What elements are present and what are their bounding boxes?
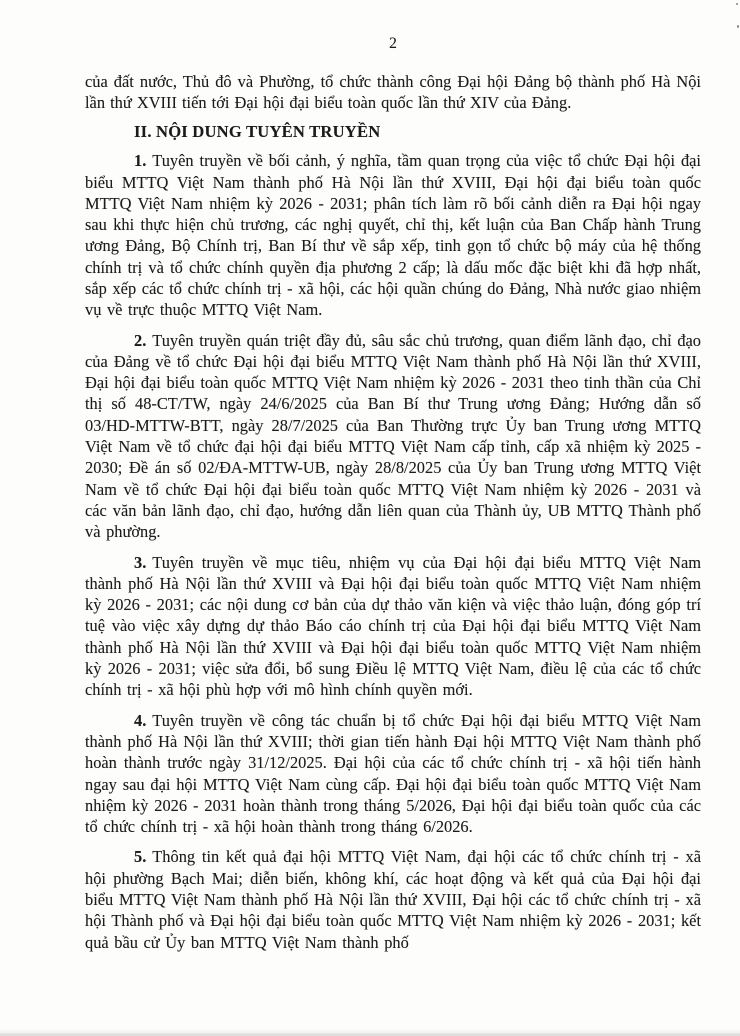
paragraph-3 xyxy=(85,552,701,701)
paragraph-1-text: Tuyên truyền về bối cảnh, ý nghĩa, tầm quan trọng của việc tổ chức Đại hội đại biểu MTTQ Việt Nam thành phố Hà Nội lần thứ XVIII, Đại hội đại biểu toàn quốc MTTQ Việt Nam nhiệm kỳ 2026 - 2031; phân tích làm rõ bối cảnh diễn ra Đại hội ngay sau khi thực hiện chủ trương, các nghị quyết, chỉ thị, kết luận của Ban Chấp hành Trung ương Đảng, Bộ Chính trị, Ban Bí thư về sắp xếp, tinh gọn tổ chức bộ máy của hệ thống chính trị và tổ chức chính quyền địa phương 2 cấp; là dấu mốc đặc biệt khi đã hợp nhất, sắp xếp các tổ chức chính trị - xã hội, các hội quần chúng do Đảng, Nhà nước giao nhiệm vụ về trực thuộc MTTQ Việt Nam. xyxy=(85,151,701,320)
continuation-paragraph: của đất nước, Thủ đô và Phường, tổ chức thành công Đại hội Đảng bộ thành phố Hà Nội lần thứ XVIII tiến tới Đại hội đại biểu toàn quốc lần thứ XIV của Đảng. xyxy=(85,72,701,113)
paragraph-4-text: Tuyên truyền về công tác chuẩn bị tổ chức Đại hội đại biểu MTTQ Việt Nam thành phố Hà Nội lần thứ XVIII; thời gian tiến hành Đại hội MTTQ Việt Nam thành phố hoàn thành trước ngày 31/12/2025. Đại hội của các tổ chức chính trị - xã hội tiến hành ngay sau đại hội MTTQ Việt Nam cùng cấp. Đại hội đại biểu toàn quốc MTTQ Việt Nam nhiệm kỳ 2026 - 2031 hoàn thành trong tháng 5/2026, Đại hội đại biểu toàn quốc của các tổ chức chính trị - xã hội hoàn thành trong tháng 6/2026. xyxy=(85,710,701,837)
paragraph-5 xyxy=(85,846,701,952)
paragraph-2-number: 2. xyxy=(134,330,147,350)
document-content xyxy=(85,33,701,962)
scan-artifact-speck xyxy=(737,25,739,28)
paragraph-3-number: 3. xyxy=(134,552,147,572)
section-heading: II. NỘI DUNG TUYÊN TRUYỀN xyxy=(134,121,381,141)
scan-page-bottom-edge xyxy=(0,1029,740,1036)
paragraph-4-number: 4. xyxy=(134,710,147,730)
paragraph-4 xyxy=(85,710,701,838)
paragraph-1 xyxy=(85,150,701,320)
scan-artifact-speck xyxy=(736,3,738,5)
paragraph-1-number: 1. xyxy=(134,151,147,171)
paragraph-2-text: Tuyên truyền quán triệt đầy đủ, sâu sắc chủ trương, quan điểm lãnh đạo, chỉ đạo của Đảng về tổ chức Đại hội đại biểu MTTQ Việt Nam thành phố Hà Nội lần thứ XVIII, Đại hội đại biểu toàn quốc MTTQ Việt Nam nhiệm kỳ 2026 - 2031 theo tinh thần của Chỉ thị số 48-CT/TW, ngày 24/6/2025 của Ban Bí thư Trung ương Đảng; Hướng dẫn số 03/HD-MTTW-BTT, ngày 28/7/2025 của Ban Thường trực Ủy ban Trung ương MTTQ Việt Nam về tổ chức đại hội đại biểu MTTQ Việt Nam cấp tỉnh, cấp xã nhiệm kỳ 2025 - 2030; Đề án số 02/ĐA-MTTW-UB, ngày 28/8/2025 của Ủy ban Trung ương MTTQ Việt Nam về tổ chức Đại hội đại biểu toàn quốc MTTQ Việt Nam nhiệm kỳ 2026 - 2031 và các văn bản lãnh đạo, chỉ đạo, hướng dẫn liên quan của Thành ủy, UB MTTQ Thành phố và phường. xyxy=(85,330,701,542)
paragraph-5-number: 5. xyxy=(134,847,147,867)
paragraph-3-text: Tuyên truyền về mục tiêu, nhiệm vụ của Đại hội đại biểu MTTQ Việt Nam thành phố Hà Nội lần thứ XVIII và Đại hội đại biểu toàn quốc MTTQ Việt Nam nhiệm kỳ 2026 - 2031; các nội dung cơ bản của dự thảo văn kiện và việc thảo luận, đóng góp trí tuệ vào việc xây dựng dự thảo Báo cáo chính trị của Đại hội đại biểu MTTQ Việt Nam thành phố Hà Nội lần thứ XVIII và Đại hội đại biểu toàn quốc MTTQ Việt Nam nhiệm kỳ 2026 - 2031; việc sửa đổi, bổ sung Điều lệ MTTQ Việt Nam, điều lệ của các tổ chức chính trị - xã hội phù hợp với mô hình chính quyền mới. xyxy=(85,552,701,700)
page-number: 2 xyxy=(389,35,397,52)
paragraph-5-text: Thông tin kết quả đại hội MTTQ Việt Nam, đại hội các tổ chức chính trị - xã hội phường Bạch Mai; diễn biến, không khí, các hoạt động và kết quả của Đại hội đại biểu MTTQ Việt Nam thành phố Hà Nội lần thứ XVIII, Đại hội các tổ chức chính trị - xã hội Thành phố và Đại hội đại biểu toàn quốc MTTQ Việt Nam nhiệm kỳ 2026 - 2031; kết quả bầu cử Ủy ban MTTQ Việt Nam thành phố xyxy=(85,847,701,952)
paragraph-2 xyxy=(85,330,701,543)
